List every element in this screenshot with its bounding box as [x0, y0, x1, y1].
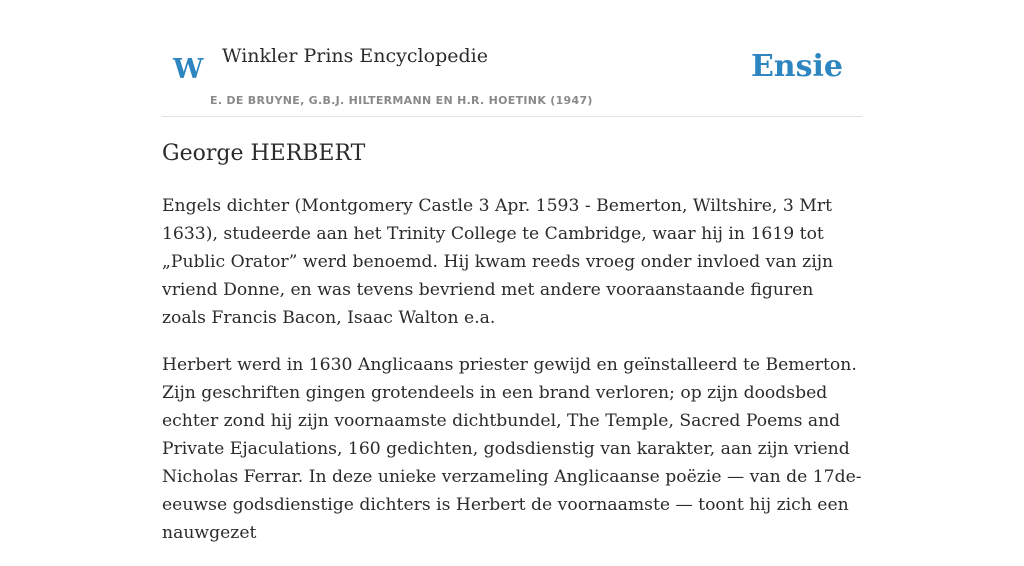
article-title: George HERBERT [162, 141, 366, 166]
article-paragraph-2: Herbert werd in 1630 Anglicaans priester gewijd en geïnstalleerd te Bemerton. Zijn geschriften gingen grotendeels in een brand verloren; op zijn doodsbed echter zond hij zijn voornaamste dichtbundel, The Temple, Sacred Poems and Private Ejaculations, 160 gedichten, godsdienstig van karakter, aan zijn vriend Nicholas Ferrar. In deze unieke verzameling Anglicaanse poëzie — van de 17de-eeuwse godsdienstige dichters is Herbert de voornaamste — toont hij zich een nauwgezet [162, 355, 862, 543]
site-header [162, 30, 862, 117]
winkler-prins-logo[interactable]: W [173, 54, 204, 85]
encyclopedia-title[interactable]: Winkler Prins Encyclopedie [222, 45, 488, 67]
article-body [162, 192, 862, 566]
encyclopedia-authors: E. DE BRUYNE, G.B.J. HILTERMANN EN H.R. HOETINK (1947) [210, 94, 593, 107]
article-paragraph-1: Engels dichter (Montgomery Castle 3 Apr. 1593 - Bemerton, Wiltshire, 3 Mrt 1633), studeerde aan het Trinity College te Cambridge, waar hij in 1619 tot „Public Orator” werd benoemd. Hij kwam reeds vroeg onder invloed van zijn vriend Donne, en was tevens bevriend met andere vooraanstaande figuren zoals Francis Bacon, Isaac Walton e.a. [162, 196, 834, 328]
ensie-brand-logo[interactable]: Ensie [750, 49, 843, 84]
